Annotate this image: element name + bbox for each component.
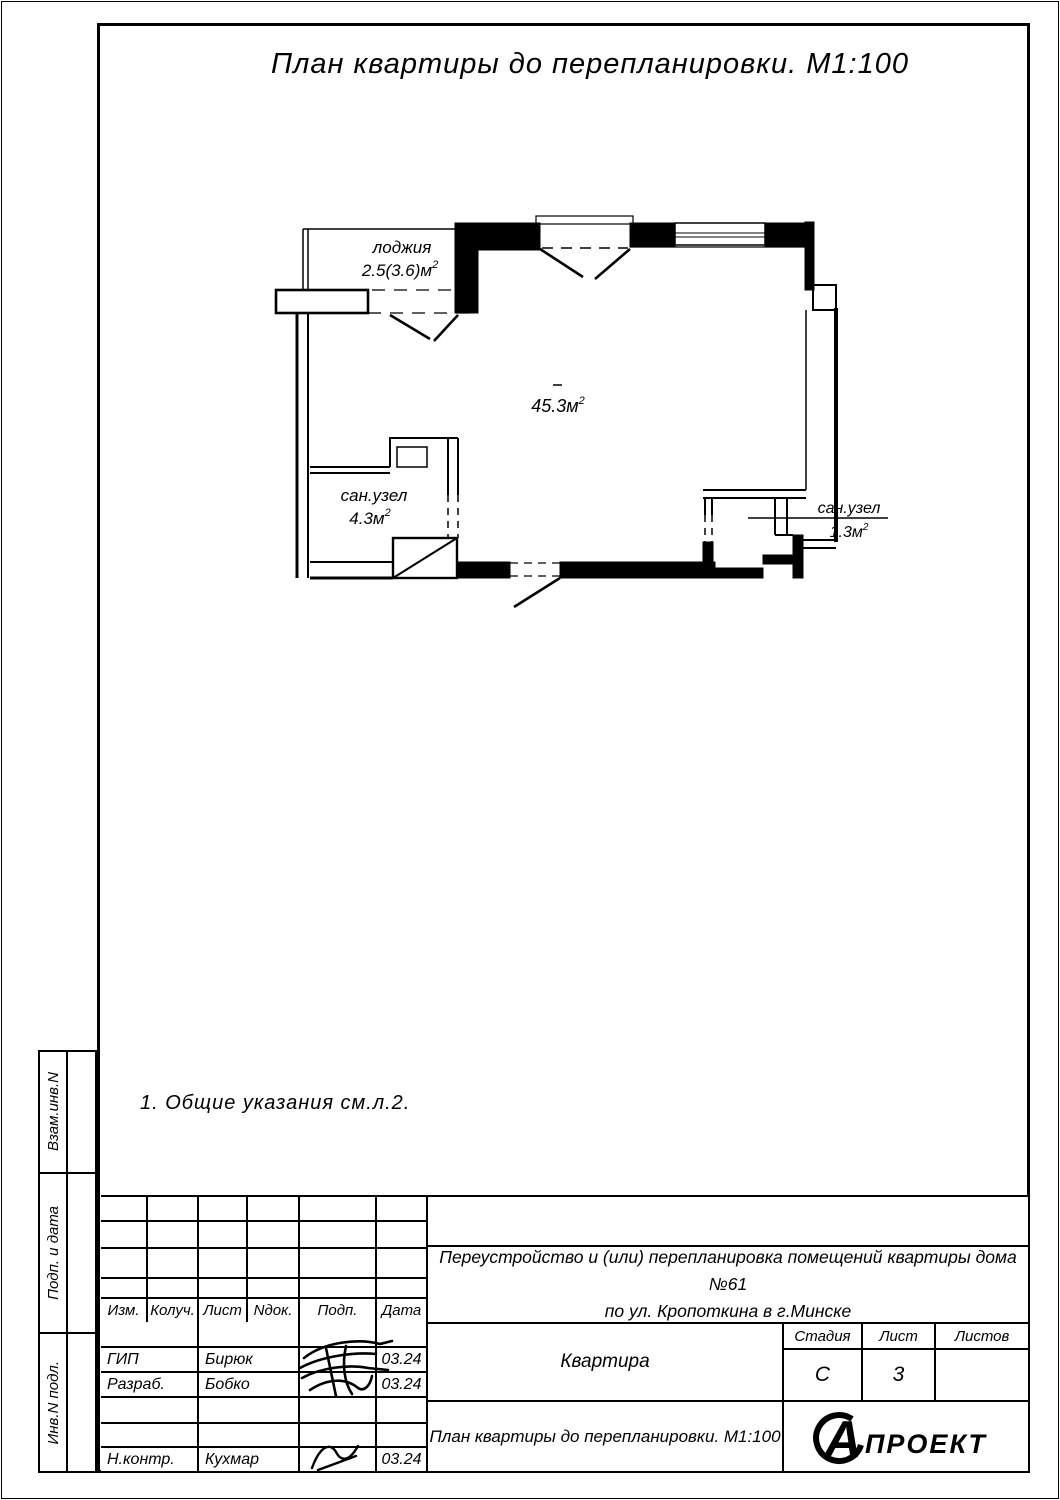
project-title-cell bbox=[426, 1245, 1030, 1324]
bathroom-2-label: сан.узел bbox=[817, 500, 881, 517]
row-gip-name: Бирюк bbox=[199, 1348, 300, 1373]
sheet-value-cell: 3 bbox=[861, 1348, 936, 1402]
row-gip-signature bbox=[300, 1348, 377, 1373]
stamp-podp-cell bbox=[38, 1172, 68, 1334]
bathroom-1-area: $4.3м^2$ bbox=[349, 507, 391, 528]
stamp-inv-cell bbox=[38, 1332, 68, 1473]
stage-value-cell: С bbox=[782, 1348, 863, 1402]
row-gip-role: ГИП bbox=[101, 1348, 199, 1373]
company-logo bbox=[811, 1407, 1001, 1467]
signature-table bbox=[101, 1322, 428, 1473]
row-nkontr-date: 03.24 bbox=[377, 1448, 428, 1473]
object-name-cell: Квартира bbox=[426, 1322, 784, 1402]
stamp-podp-empty bbox=[66, 1172, 97, 1334]
loggia-label: лоджия bbox=[372, 238, 432, 257]
stamp-vzam-cell bbox=[38, 1050, 68, 1174]
col-ndok: Nдок. bbox=[248, 1299, 300, 1324]
row-razrab-role: Разраб. bbox=[101, 1373, 199, 1398]
doc-code-cell bbox=[426, 1195, 1030, 1247]
stamp-inv-empty bbox=[66, 1332, 97, 1473]
row-nkontr-signature bbox=[300, 1448, 377, 1473]
bottom-wall bbox=[310, 538, 795, 607]
top-wall bbox=[455, 216, 813, 313]
loggia-area: $2.5(3.6)м^2$ bbox=[361, 259, 439, 280]
floor-plan bbox=[250, 190, 910, 650]
row-razrab-date: 03.24 bbox=[377, 1373, 428, 1398]
logo-letter: А bbox=[824, 1410, 862, 1467]
col-data: Дата bbox=[377, 1299, 428, 1324]
stamp-podp-label: Подп. и дата bbox=[44, 1206, 62, 1300]
revision-table bbox=[101, 1195, 428, 1322]
logo-text: ПРОЕКТ bbox=[865, 1428, 987, 1459]
col-izm: Изм. bbox=[101, 1299, 148, 1324]
col-podp: Подп. bbox=[300, 1299, 377, 1324]
row-nkontr-role: Н.контр. bbox=[101, 1448, 199, 1473]
window bbox=[675, 223, 765, 245]
stage-label-cell: Стадия bbox=[782, 1322, 863, 1350]
row-nkontr-name: Кухмар bbox=[199, 1448, 300, 1473]
project-line2: по ул. Кропоткина в г.Минске bbox=[604, 1301, 852, 1322]
sheet-label-cell: Лист bbox=[861, 1322, 936, 1350]
sheets-value-cell bbox=[934, 1348, 1030, 1402]
project-line1: Переустройство и (или) перепланировка помещений квартиры дома №61 bbox=[439, 1246, 1017, 1294]
row-razrab-signature bbox=[300, 1373, 377, 1398]
page-title: План квартиры до перепланировки. М1:100 bbox=[271, 48, 909, 80]
stamp-vzam-empty bbox=[66, 1050, 97, 1174]
drawing-name-cell: План квартиры до перепланировки. М1:100 bbox=[426, 1400, 784, 1473]
bathroom-1-label: сан.узел bbox=[340, 486, 408, 505]
stamp-vzam-label: Взам.инв.N bbox=[44, 1072, 62, 1152]
col-list: Лист bbox=[199, 1299, 248, 1324]
bathroom-2-area: $1.3м^2$ bbox=[829, 522, 869, 541]
row-gip-date: 03.24 bbox=[377, 1348, 428, 1373]
logo-cell bbox=[782, 1400, 1030, 1473]
left-wall bbox=[276, 290, 368, 578]
stamp-inv-label: Инв.N подл. bbox=[44, 1360, 62, 1445]
general-note: 1. Общие указания см.л.2. bbox=[140, 1092, 411, 1114]
col-koluch: Колуч. bbox=[148, 1299, 199, 1324]
entrance-door-swing bbox=[514, 578, 560, 607]
row-razrab-name: Бобко bbox=[199, 1373, 300, 1398]
sheets-label-cell: Листов bbox=[934, 1322, 1030, 1350]
main-room-area: $45.3м^2$ bbox=[531, 395, 585, 416]
